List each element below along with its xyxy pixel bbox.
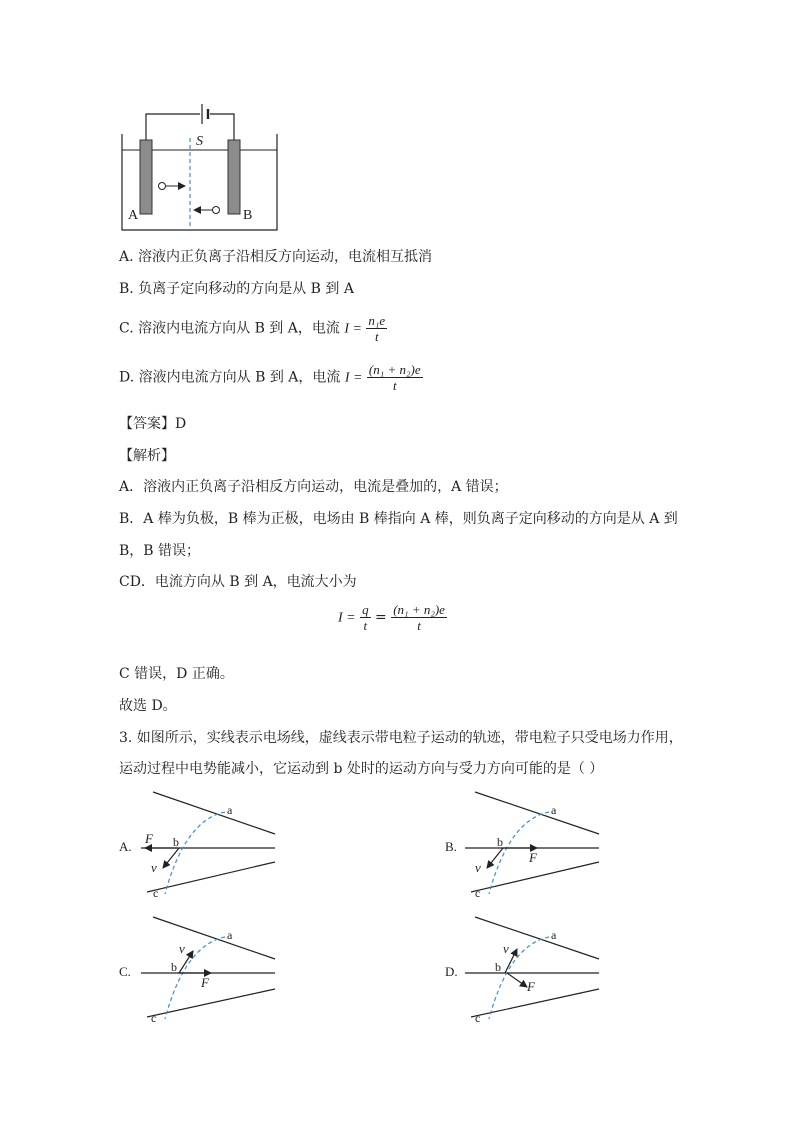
label-a: a xyxy=(227,928,233,942)
analysis-line-4: CD．电流方向从 B 到 A，电流大小为 xyxy=(119,574,357,590)
field-line-top xyxy=(475,792,599,834)
field-line-bottom xyxy=(471,862,599,892)
velocity-arrow xyxy=(163,848,179,868)
question-3-line-2: 运动过程中电势能减小，它运动到 b 处时的运动方向与受力方向可能的是（ ） xyxy=(119,761,604,777)
label-f: F xyxy=(145,831,153,846)
wire-left xyxy=(146,114,200,140)
charge-fraction: $\frac{q}{t}$ xyxy=(362,602,369,633)
label-a: a xyxy=(227,803,233,817)
analysis-line-3: B，B 错误； xyxy=(119,543,201,559)
negative-ion xyxy=(213,207,220,214)
conclusion: C 错误，D 正确。 xyxy=(119,666,234,682)
label-b: b xyxy=(173,835,179,849)
analysis-line-1: A．溶液内正负离子沿相反方向运动，电流是叠加的，A 错误； xyxy=(119,479,508,495)
q3-option-d-figure xyxy=(441,915,611,1027)
field-line-top xyxy=(153,917,275,959)
force-arrow xyxy=(507,973,527,987)
label-c: c xyxy=(153,886,159,900)
label-b: b xyxy=(497,835,503,849)
label-v: v xyxy=(151,860,157,875)
main-formula: I = $\frac{q}{t}$ = $\frac{\text{(n₁ + n₂)e}}{t}$ xyxy=(338,602,445,633)
velocity-arrow xyxy=(487,848,503,868)
q3-option-b-figure xyxy=(441,790,611,902)
label-v: v xyxy=(179,941,185,956)
option-c: C. 溶液内电流方向从 B 到 A，电流 I = $\frac{\text{n₁e}}{t}$ xyxy=(119,313,386,344)
label-s: S xyxy=(196,134,203,149)
option-a: A. 溶液内正负离子沿相反方向运动，电流相互抵消 xyxy=(119,249,433,265)
option-label: C. xyxy=(119,964,131,979)
option-label: B. xyxy=(445,839,457,854)
electrode-b xyxy=(228,140,240,214)
label-a: a xyxy=(551,803,557,817)
label-f: F xyxy=(527,979,535,994)
field-line-top xyxy=(153,792,275,834)
option-label: A. xyxy=(119,839,132,854)
label-a: a xyxy=(551,928,557,942)
formula-c-fraction: $\frac{\text{n₁e}}{t}$ xyxy=(368,313,386,344)
electrode-a xyxy=(140,140,152,214)
analysis-title: 【解析】 xyxy=(119,448,175,464)
label-b: b xyxy=(171,960,177,974)
trajectory xyxy=(165,812,225,894)
positive-ion xyxy=(159,183,166,190)
option-d: D. 溶液内电流方向从 B 到 A，电流 I = $\frac{\text{(n₁ + n₂)e}}{t}$ xyxy=(119,362,421,393)
trajectory xyxy=(489,812,549,894)
label-b: B xyxy=(243,208,253,223)
option-label: D. xyxy=(445,964,458,979)
label-c: c xyxy=(151,1011,157,1025)
option-b: B. 负离子定向移动的方向是从 B 到 A xyxy=(119,281,354,297)
choice: 故选 D。 xyxy=(119,698,177,714)
ion-fraction: $\frac{\text{(n₁ + n₂)e}}{t}$ xyxy=(393,602,445,633)
label-v: v xyxy=(475,860,481,875)
label-a: A xyxy=(128,208,139,223)
label-c: c xyxy=(475,1011,481,1025)
q3-option-c-figure xyxy=(115,915,285,1027)
electrolysis-figure xyxy=(112,98,292,238)
answer: 【答案】D xyxy=(119,416,187,432)
field-line-top xyxy=(475,917,599,959)
label-b: b xyxy=(495,960,501,974)
q3-option-a-figure xyxy=(115,790,285,902)
analysis-line-2: B．A 棒为负极，B 棒为正极，电场由 B 棒指向 A 棒，则负离子定向移动的方向是从 A 到 xyxy=(119,511,678,527)
label-f: F xyxy=(201,975,209,990)
question-3-line-1: 3. 如图所示，实线表示电场线，虚线表示带电粒子运动的轨迹，带电粒子只受电场力作用， xyxy=(119,730,683,746)
label-v: v xyxy=(503,941,509,956)
label-c: c xyxy=(475,886,481,900)
formula-d-fraction: $\frac{\text{(n₁ + n₂)e}}{t}$ xyxy=(368,362,421,393)
field-line-bottom xyxy=(147,862,275,892)
label-f: F xyxy=(529,850,537,865)
wire-right xyxy=(210,114,234,140)
